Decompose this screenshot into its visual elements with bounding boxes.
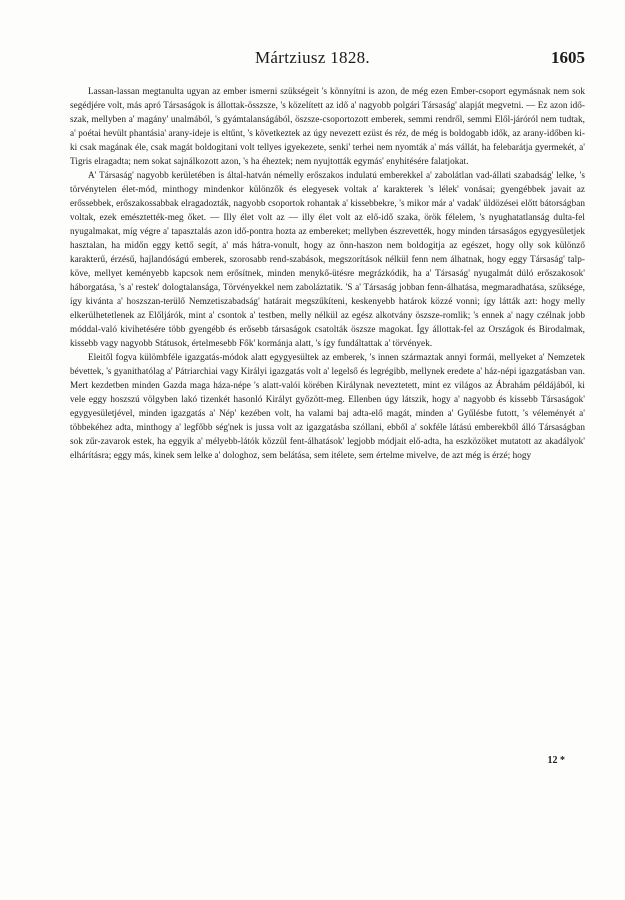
printer-signature: 12 * <box>547 755 565 766</box>
paragraph-3: Eleitől fogva külömbféle igazgatás-módok alatt egygyesültek az emberek, 's innen származtak annyi formái, mellyeket a' Nemzetek bévettek, 's gyanithatólag a' Pátriarchiai vagy Királyi igazgatás volt a' legelső és legrégibb, mellynek eredete a' ház-népi igazgatásban van. Mert kezdetben minden Gazda maga háza-népe 's alatt-valói körében Királynak neveztetett, mint ez világos az Ábrahám példájából, ki vele eggy hoszszú völgyben lakó tizenkét hasonló Királyt győzött-meg. Ellenben úgy látszik, hogy a' nagyobb és kissebb Társaságok' egygyesületjével, minden igazgatás a' Nép' kezében volt, ha valami baj adta-elő magát, minden a' Gyűlésbe futott, 's véleményét a' többekéhez adta, minthogy a' legfőbb ség'nek is jussa volt az igazgatásba szóllani, ebből a' sokféle látású emberekből álló Társaságban sok zűr-zavarok estek, ha eggyik a' mélyebb-látók közzül fent-álhatások' legjobb módjait elő-adta, ha eszközöket mutatott az akadályok' elhárításra; eggy más, kinek sem lelke a' dologhoz, sem belátása, sem itélete, sem értelme mivelve, de azt még is érzé; hogy <box>70 352 586 460</box>
page-header <box>70 48 585 74</box>
paragraph-2: A' Társaság' nagyobb kerületében is által-hatván némelly erőszakos indulatú emberekkel a' zabolátlan vad-állati szabadság' lelke, 's törvénytelen élet-mód, minthogy mindenkor különzők és elegyesek voltak a' karakterek 's lélek' vonásai; gyengébbek javait az erőssebbek, erőszakossabbak elragadozták, nagyobb csoportok rohantak a' kissebbekre, 's mikor már a' vadak' üldözései előtt bátorságban voltak, ezek emésztették-meg őket. — Illy élet volt az — illy élet volt az elő-idő szaka, örök félelem, 's nyughatatlanság dulta-fel nyugalmakat, míg végre a' tapasztalás azon idő-pontra hozta az embereket; mellyben észrevették, hogy minden társaságos egygyesületjek hasztalan, ha midőn eggy kettő segít, a' más hátra-vonult, hogy az önn-haszon nem boldogitja az egészet, hogy olly sok különző karakterű, érzésű, hajlandóságú emberek, szorosabb rend-szabások, megszorítások nélkül fenn nem álhatnak, hogy eggy Társaság' talp-köve, mellyet keményebb kapcsok nem erősítnek, minden menykő-ütésre megrázkódik, ha a' Társaság' nyugalmát dúló erőszakosok' háborgatása, 's a' restek' dologtalansága, Törvényekkel nem zaboláztatik. 'S a' Társaság jobban fenn-álhatása, megmaradhatása, szüksége, így kivánta a' hoszszan-terülő Nemzetiszabadság' határait megszűkíteni, keskenyebb határok közzé vonni; így látták azt: hogy melly elkerülhetetlenek az Előljárók, mint a' csontok a' testben, melly nélkül az egész alkotvány öszsze-romlik; 's ennek a' nagy czélnak jobb móddal-való kivihetésére több gyengébb és erősebb társaságok csatolták öszsze magokat. Így állottak-fel az Országok és Birodalmak, kissebb vagy nagyobb Státusok, értelmesebb Fők' kormánja alatt, 's így fundáltattak a' törvények. <box>70 170 585 348</box>
page-number: 1605 <box>551 48 585 67</box>
paragraph-1: Lassan-lassan megtanulta ugyan az ember ismerni szükségeit 's könnyítni is azon, de még ezen Ember-csoport egymásnak nem sok segédjére volt, más apró Társaságok is állottak-összsze, 's közelített az idő a' nagyobb polgári Társaság' alapját megvetni. — Ez azon idő-szak, mellyben a' magány' unalmából, 's gyámtalanságából, öszsze-csoportozott emberek, semmi rendről, semmi Elől-járóról nem tudtak, a' poétai hevült phantásia' arany-ideje is eltűnt, 's következtek az úgy nevezett ezüst és réz, de még is boldogabb idők, az arany-időben ki-ki csak magának éle, csak magát boldogitani volt tellyes igyekezete, senki' terhei nem nyomták a' más vállát, ha felebarátja gyermekét, a' Tigris elragadta; nem sokat sajnálkozott azon, 's ha éheztek; nem nyujtották egymás' enyhitésére falatjokat. <box>70 86 585 166</box>
body-text <box>70 84 585 462</box>
running-title: Mártziusz 1828. <box>255 48 370 67</box>
